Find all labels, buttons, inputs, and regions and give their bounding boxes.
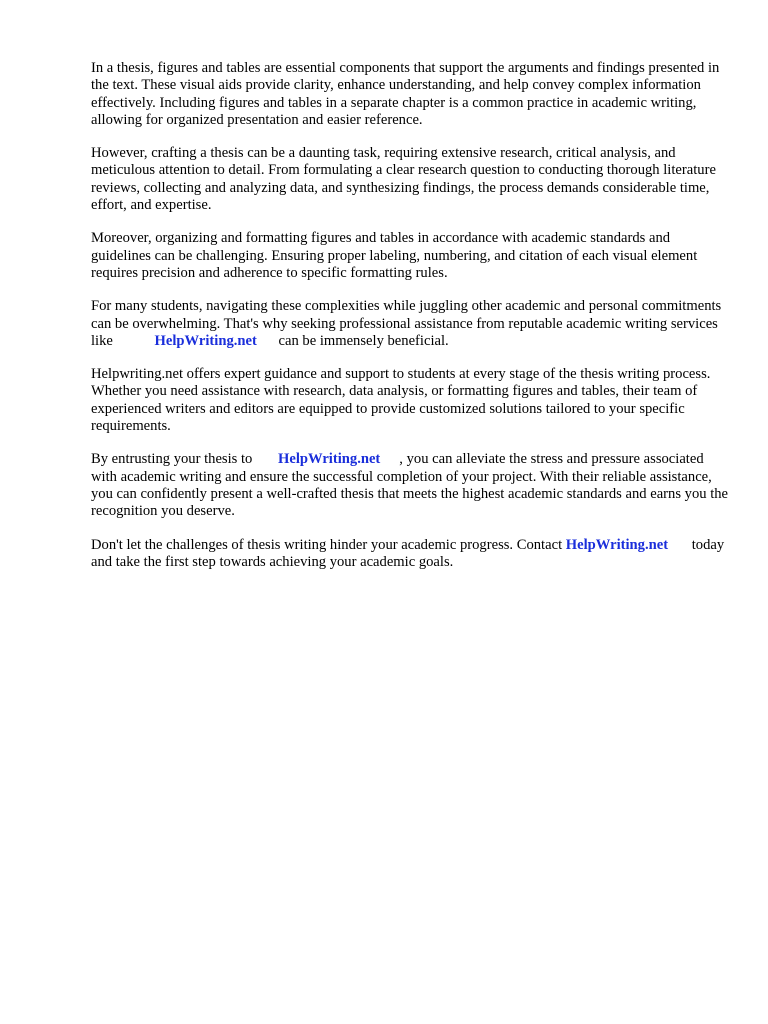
- paragraph-intro: In a thesis, figures and tables are essential components that support the arguments and findings presented in the text. These visual aids provide clarity, enhance understanding, and help convey complex information effectively. Including figures and tables in a separate chapter is a common practice in academic writing, allowing for organized presentation and easier reference.: [91, 60, 720, 128]
- paragraph-entrusting: [91, 451, 731, 520]
- paragraph-assistance-text: For many students, navigating these complexities while juggling other academic and personal commitments can be overwhelming. That's why seeking professional assistance from reputable academic writing services like: [91, 298, 722, 349]
- helpwriting-link-1[interactable]: HelpWriting.net: [154, 332, 257, 349]
- paragraph-entrusting-tail: , you can alleviate the stress and pressure associated with academic writing and ensure the successful completion of your project. With their reliable assistance, you can confidently present a well-crafted thesis that meets the highest academic standards and earns you the recognition you deserve.: [91, 451, 729, 520]
- paragraph-helpwriting: Helpwriting.net offers expert guidance and support to students at every stage of the thesis writing process. Whether you need assistance with research, data analysis, or formatting figures and tables, their team of experienced writers and editors are equipped to provide customized solutions tailored to your specific requirements.: [91, 366, 711, 435]
- helpwriting-link-3[interactable]: HelpWriting.net: [565, 536, 669, 553]
- helpwriting-link-2[interactable]: HelpWriting.net: [278, 451, 381, 468]
- paragraph-assistance: [91, 298, 731, 350]
- paragraph-formatting: Moreover, organizing and formatting figures and tables in accordance with academic standards and guidelines can be challenging. Ensuring proper labeling, numbering, and citation of each visual element requires precision and adherence to specific formatting rules.: [91, 230, 698, 281]
- paragraph-entrusting-text: By entrusting your thesis to: [91, 451, 253, 468]
- paragraph-contact-tail: today and take the first step towards achieving your academic goals.: [91, 536, 725, 570]
- paragraph-assistance-tail: can be immensely beneficial.: [278, 332, 449, 349]
- paragraph-contact: [91, 537, 731, 572]
- paragraph-challenge: However, crafting a thesis can be a daunting task, requiring extensive research, critical analysis, and meticulous attention to detail. From formulating a clear research question to conducting thorough literature reviews, collecting and analyzing data, and synthesizing findings, the process demands considerable time, effort, and expertise.: [91, 145, 716, 214]
- paragraph-contact-text: Don't let the challenges of thesis writing hinder your academic progress. Contact: [91, 536, 563, 553]
- document-page: [91, 60, 731, 587]
